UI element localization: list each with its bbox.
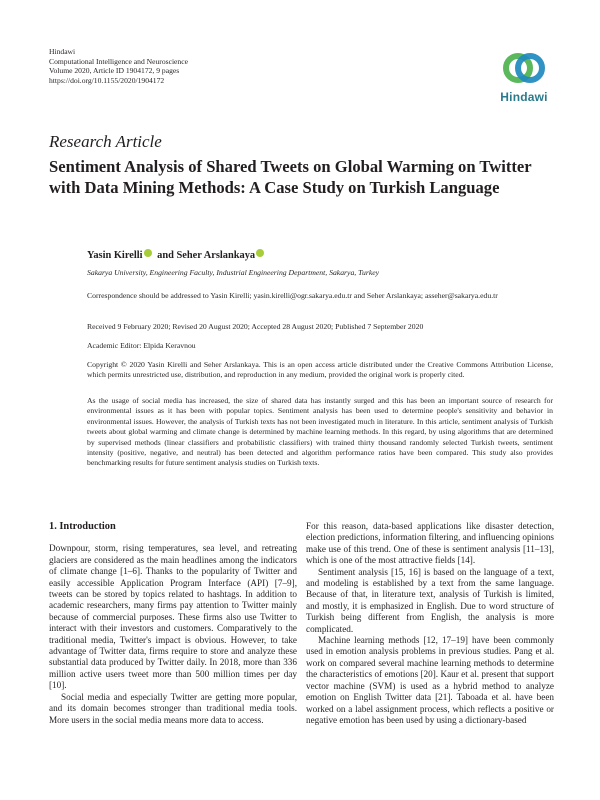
academic-editor: Academic Editor: Elpida Keravnou (87, 341, 196, 350)
orcid-icon[interactable] (144, 249, 152, 257)
affiliation: Sakarya University, Engineering Faculty, Industrial Engineering Department, Sakarya, Turkey (87, 268, 380, 277)
doi-link[interactable]: https://doi.org/10.1155/2020/1904172 (49, 75, 165, 85)
body-paragraph: Social media and especially Twitter are getting more popular, and its domain becomes stronger than traditional media tools. More users in the social media means more data to access. (49, 691, 297, 725)
right-column (306, 521, 554, 726)
logo-wordmark: Hindawi (500, 90, 548, 104)
left-column (49, 521, 297, 726)
body-paragraph: Downpour, storm, rising temperatures, sea level, and retreating glaciers are considered as the main headlines among the indicators of climate change [1–6]. Thanks to the popularity of Twitter and easily accessible Application Program Interface (API) [7–9], tweets can be stored by topics related to hashtags. In addition to academic researchers, many firms pay attention to Twitter mainly because of commercial purposes. These firms also use Twitter to interact with their investors and customers. Comparatively to the traditional media, Twitter's impact is obvious. However, to take advantage of Twitter data, firms require to store and analyze these substantial data produced by Twitter daily. In 2018, more than 336 million active users tweet more than 500 million times per day [10]. (49, 543, 297, 691)
body-paragraph: For this reason, data-based applications like disaster detection, election predictions, information filtering, and influencing opinions make use of this trend. One of these is sentiment analysis [11–13], which is one of the most attractive fields [14]. (306, 521, 555, 566)
orcid-icon[interactable] (256, 249, 264, 257)
author-list (87, 249, 267, 261)
correspondence: Correspondence should be addressed to Yasin Kirelli; yasin.kirelli@ogr.sakarya.edu.tr and Seher Arslankaya; asseher@sakarya.edu.tr (87, 291, 498, 300)
hindawi-rings-icon (494, 46, 554, 90)
paper-title: Sentiment Analysis of Shared Tweets on Global Warming on Twitter with Data Mining Methods: A Case Study on Turkish Language (49, 157, 532, 197)
body-paragraph: Sentiment analysis [15, 16] is based on the language of a text, and modeling is established by a text from the same language. Because of that, in literature text, analysis of Turkish is limited, and mostly, it is emphasized in English. Due to word structure of Turkish being different from English, the analysis is more complicated. (306, 566, 554, 634)
copyright-notice: Copyright © 2020 Yasin Kirelli and Seher Arslankaya. This is an open access article distributed under the Creative Commons Attribution License, which permits unrestricted use, distribution, and reproduction in any medium, provided the original work is properly cited. (87, 360, 553, 380)
publisher-name: Hindawi (49, 47, 76, 56)
article-dates: Received 9 February 2020; Revised 20 August 2020; Accepted 28 August 2020; Published 7 September 2020 (87, 322, 424, 331)
article-type: Research Article (49, 132, 162, 151)
volume-info: Volume 2020, Article ID 1904172, 9 pages (49, 66, 180, 76)
abstract: As the usage of social media has increased, the size of shared data has instantly surged and this has been an important source of research for environmental issues as it has been with popular topics. Sentiment analysis has been used to determine people's sensitivity and behavior in environmental issues. However, the analysis of Turkish texts has not been investigated much in literature. In this article, sentiment analysis of Turkish tweets about global warming and climate change is determined by machine learning methods. In this regard, by using algorithms that are determined by supervised methods (linear classifiers and probabilistic classifiers) with trained thirty thousand randomly selected Turkish tweets, sentiment intensity (positive, negative, and neutral) has been detected and algorithm performance ratios have been compared. This study also provides benchmarking results for future sentiment analysis studies on Turkish texts. (87, 396, 553, 468)
author-joiner: and (157, 250, 174, 261)
author-name[interactable]: Yasin Kirelli (87, 250, 143, 261)
body-paragraph: Machine learning methods [12, 17–19] have been commonly used in emotion analysis problems in previous studies. Pang et al. work on compared several machine learning methods to determine the characteristics of emotions [20]. Kaur et al. present that support vector machine (SVM) is used as a hybrid method to analyze emotion on English Twitter data [21]. Taboada et al. have been worked on a label assignment process, which reflects a positive or negative emotion has been used by using a dictionary-based (306, 635, 554, 725)
section-heading: 1. Introduction (49, 521, 116, 532)
journal-name: Computational Intelligence and Neuroscience (49, 56, 188, 66)
author-name[interactable]: Seher Arslankaya (176, 250, 256, 261)
journal-header (49, 47, 188, 85)
